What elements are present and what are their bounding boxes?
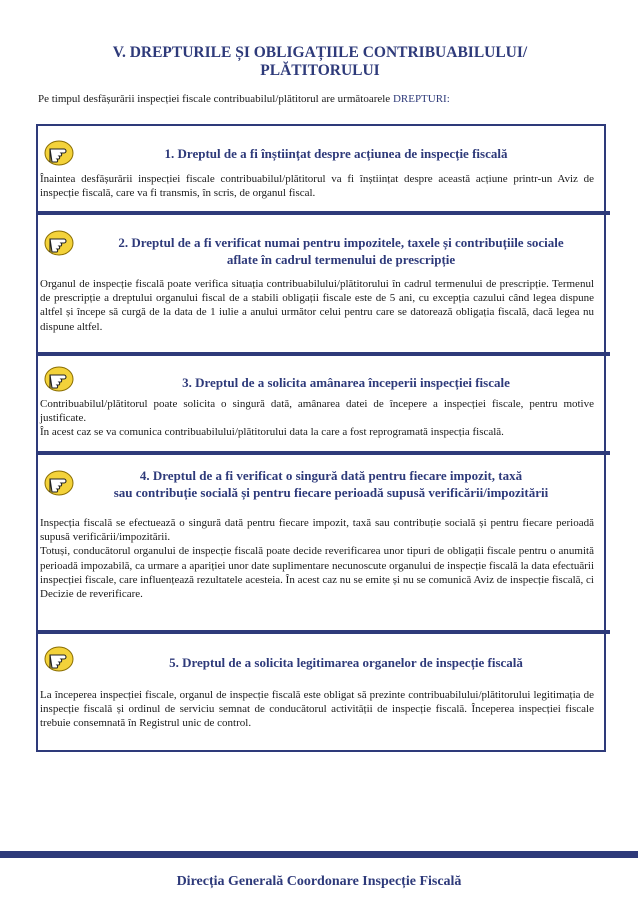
pointing-hand-icon [44,366,74,392]
section-1-heading: 1. Dreptul de a fi înștiințat despre acțiunea de inspecție fiscală [164,146,508,161]
section-4-heading: 4. Dreptul de a fi verificat o singură dată pentru fiecare impozit, taxă sau contribuție socială și pentru fiecare perioadă supusă verificării/impozitării [113,468,549,500]
section-5-heading: 5. Dreptul de a solicita legitimarea organelor de inspecție fiscală [169,655,523,670]
section-divider-4 [36,630,610,634]
footer-bar [0,851,638,858]
intro-accent: DREPTURI: [392,93,450,105]
section-2-heading: 2. Dreptul de a fi verificat numai pentru impozitele, taxele și contribuțiile sociale aflate în cadrul termenului de prescripție [118,235,564,267]
pointing-hand-icon [44,646,74,672]
section-2-body: Organul de inspecție fiscală poate verifica situația contribuabilului/plătitorului în cadrul termenului de prescripție. Termenul de prescripție a dreptului organului fiscal de a stabili obligații fiscale este de 5 ani, cu excepția cazului când legea dispune altfel și începe să curgă de la data de 1 iulie a anului următor celui pentru care se datorează obligația fiscală, dacă legea nu dispune altfel. [40,278,594,333]
section-5-body: La începerea inspecției fiscale, organul de inspecție fiscală este obligat să prezinte contribuabilului/plătitorului legitimația de inspecție fiscală și ordinul de serviciu semnat de conducătorul activității de inspecție fiscală. Începerea inspecției fiscale trebuie consemnată în Registrul unic de control. [40,689,594,730]
pointing-hand-icon [44,230,74,256]
section-1-body: Înaintea desfășurării inspecției fiscale contribuabilul/plătitorul va fi înștiințat despre această acțiune printr-un Aviz de inspecție fiscală, care va fi transmis, în scris, de organul fiscal. [40,173,594,200]
section-3-body: Contribuabilul/plătitorul poate solicita o singură dată, amânarea datei de începere a inspecției fiscale, pentru motive justificate. În acest caz se va comunica contribuabilului/plătitorului data la care a fost reprogramată inspecția fiscală. [40,398,594,439]
section-divider-2 [36,352,610,356]
intro-text [38,92,450,106]
section-divider-1 [36,211,610,215]
pointing-hand-icon [44,140,74,166]
intro-lead: Pe timpul desfășurării inspecției fiscale contribuabilul/plătitorul are următoarele [38,93,393,105]
page-title-line-1: V. DREPTURILE ȘI OBLIGAȚIILE CONTRIBUABILULUI/ [112,44,528,61]
footer-text: Direcția Generală Coordonare Inspecție Fiscală [176,874,462,889]
page-title [60,44,580,80]
page-title-line-2: PLĂTITORULUI [260,62,380,79]
section-4-body: Inspecția fiscală se efectuează o singură dată pentru fiecare impozit, taxă sau contribuție socială și pentru fiecare perioadă supusă verificării/impozitării. Totuși, conducătorul organului de inspecție fiscală poate decide reverificarea unor tipuri de obligații fiscale pentru o anumită perioadă impozabilă, ca urmare a apariției unor date suplimentare necunoscute organului de inspecție fiscală la data efectuării inspecției fiscale, care influențează rezultatele acesteia. În acest caz nu se emite și nu se comunică Aviz de inspecție fiscală, ci Decizie de reverificare. [40,517,594,601]
section-divider-3 [36,451,610,455]
section-3-heading: 3. Dreptul de a solicita amânarea începerii inspecției fiscale [182,375,510,390]
